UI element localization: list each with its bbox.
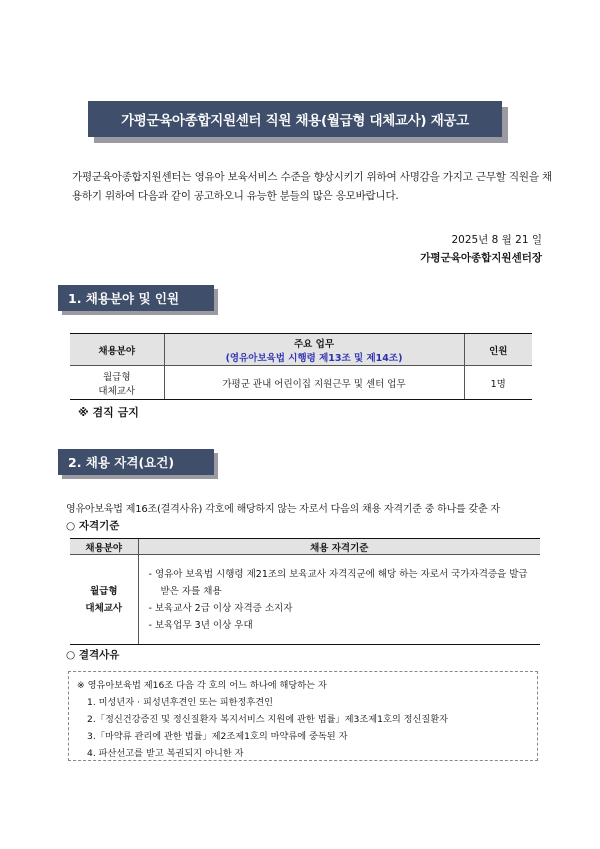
row-field-line2: 대체교사	[85, 602, 123, 614]
section1-banner	[58, 285, 218, 315]
table-row	[70, 366, 532, 400]
section2-heading: 2. 채용 자격(요건)	[58, 449, 214, 475]
list-item: 2.「정신건강증진 및 정신질환자 복지서비스 지원에 관한 법률」제3조제1호의 정신질환자	[87, 714, 449, 725]
page-title: 가평군육아종합지원센터 직원 채용(월급형 대체교사) 재공고	[88, 101, 502, 137]
list-item: 1. 미성년자 · 피성년후견인 또는 피한정후견인	[87, 697, 274, 708]
list-item: - 보육업무 3년 이상 우대	[148, 619, 253, 631]
qualification-lead: 영유아보육법 제16조(결격사유) 각호에 해당하지 않는 자로서 다음의 채용 자격기준 중 하나를 갖춘 자	[66, 504, 500, 515]
row-field	[70, 366, 164, 400]
no-dual-job-note: ※ 겸직 금지	[78, 406, 139, 419]
row-criteria	[138, 555, 540, 645]
table-header-row	[70, 334, 532, 366]
row-duty: 가평군 관내 어린이집 지원근무 및 센터 업무	[164, 366, 464, 400]
row-field-line2: 대체교사	[98, 385, 136, 397]
header-field: 채용분야	[70, 539, 138, 555]
row-field-line1: 월급형	[102, 371, 131, 383]
title-banner	[88, 101, 508, 141]
row-field	[70, 555, 138, 645]
header-duty-law: (영유아보육법 시행령 제13조 및 제14조)	[225, 352, 403, 364]
table-header-row	[70, 539, 540, 555]
criteria-list	[139, 560, 541, 640]
disqualification-heading: ○ 결격사유	[66, 649, 120, 661]
list-item: - 보육교사 2급 이상 자격증 소지자	[148, 602, 293, 614]
header-count: 인원	[464, 334, 532, 366]
section1-heading: 1. 채용분야 및 인원	[58, 285, 214, 311]
disqualification-box	[68, 671, 538, 761]
criteria-heading: ○ 자격기준	[66, 520, 120, 532]
announcement-date: 2025년 8 월 21 일	[451, 234, 542, 246]
row-count: 1명	[464, 366, 532, 400]
disqualification-lead: ※ 영유아보육법 제16조 다음 각 호의 어느 하나에 해당하는 자	[77, 680, 327, 691]
header-field: 채용분야	[70, 334, 164, 366]
recruitment-table	[70, 333, 532, 400]
header-duty	[164, 334, 464, 366]
intro-paragraph: 가평군육아종합지원센터는 영유아 보육서비스 수준을 향상시키기 위하여 사명감을 가지고 근무할 직원을 채용하기 위하여 다음과 같이 공고하오니 유능한 분들의 많은 응모바랍니다.	[72, 171, 552, 202]
header-duty-title: 주요 업무	[293, 338, 334, 350]
table-row	[70, 555, 540, 645]
section2-banner	[58, 449, 218, 479]
list-item: 4. 파산선고를 받고 복권되지 아니한 자	[87, 748, 244, 759]
signer: 가평군육아종합지원센터장	[420, 252, 542, 264]
row-field-line1: 월급형	[89, 585, 118, 597]
list-item: 3.「마약류 관리에 관한 법률」제2조제1호의 마약류에 중독된 자	[87, 731, 348, 742]
header-criteria: 채용 자격기준	[138, 539, 540, 555]
list-item: - 영유아 보육법 시행령 제21조의 보육교사 자격직군에 해당 하는 자로서 국가자격증을 발급받은 자를 채용	[148, 568, 528, 597]
qualification-table	[70, 538, 540, 645]
